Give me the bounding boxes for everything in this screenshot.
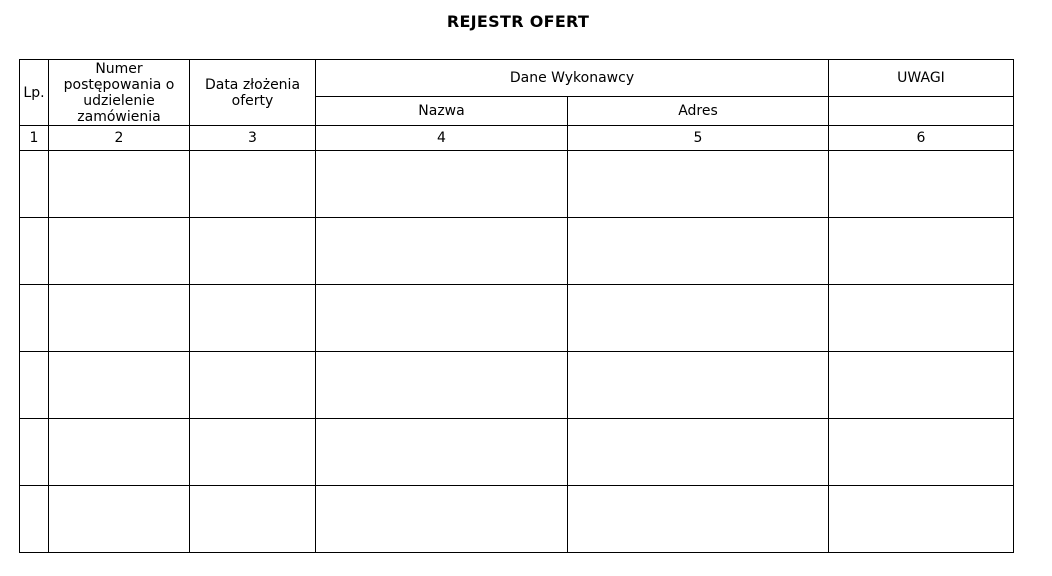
table-cell [49,419,190,486]
table-cell [568,419,829,486]
table-cell [568,352,829,419]
table-cell [20,151,49,218]
table-row [20,352,1014,419]
header-row-main [20,60,1014,97]
table-cell [20,352,49,419]
table-cell [568,285,829,352]
page-title: REJESTR OFERT [446,12,590,31]
table-cell [316,218,568,285]
table-cell [190,486,316,553]
table-cell [829,352,1014,419]
table-cell [20,218,49,285]
table-cell [316,352,568,419]
header-data-zlozenia: Data złożenia oferty [190,60,316,126]
table-cell [316,285,568,352]
column-number: 6 [829,126,1014,151]
table-cell [568,151,829,218]
table-row [20,285,1014,352]
header-dane-wykonawcy: Dane Wykonawcy [316,60,829,97]
header-numer-postepowania: Numer postępowania o udzielenie zamówienia [49,60,190,126]
column-number: 4 [316,126,568,151]
column-number: 5 [568,126,829,151]
table-cell [829,285,1014,352]
table-cell [829,218,1014,285]
table-cell [829,486,1014,553]
table-cell [568,218,829,285]
table-cell [190,218,316,285]
table-row [20,419,1014,486]
column-number-row [20,126,1014,151]
table-cell [190,151,316,218]
offers-register-table [19,59,1014,553]
table-row [20,486,1014,553]
table-row [20,151,1014,218]
table-cell [316,419,568,486]
table-row [20,218,1014,285]
header-lp: Lp. [20,60,49,126]
table-cell [49,285,190,352]
table-cell [190,419,316,486]
table-cell [829,419,1014,486]
table-cell [49,151,190,218]
table-cell [49,352,190,419]
header-uwagi: UWAGI [829,60,1014,97]
header-nazwa: Nazwa [316,97,568,126]
table-cell [190,285,316,352]
table-cell [49,486,190,553]
column-number: 1 [20,126,49,151]
table-cell [20,285,49,352]
column-number: 3 [190,126,316,151]
table-cell [20,486,49,553]
table-cell [316,151,568,218]
table-cell [316,486,568,553]
table-cell [829,151,1014,218]
column-number: 2 [49,126,190,151]
header-uwagi-sub [829,97,1014,126]
table-cell [20,419,49,486]
table-cell [49,218,190,285]
header-adres: Adres [568,97,829,126]
table-cell [190,352,316,419]
table-cell [568,486,829,553]
